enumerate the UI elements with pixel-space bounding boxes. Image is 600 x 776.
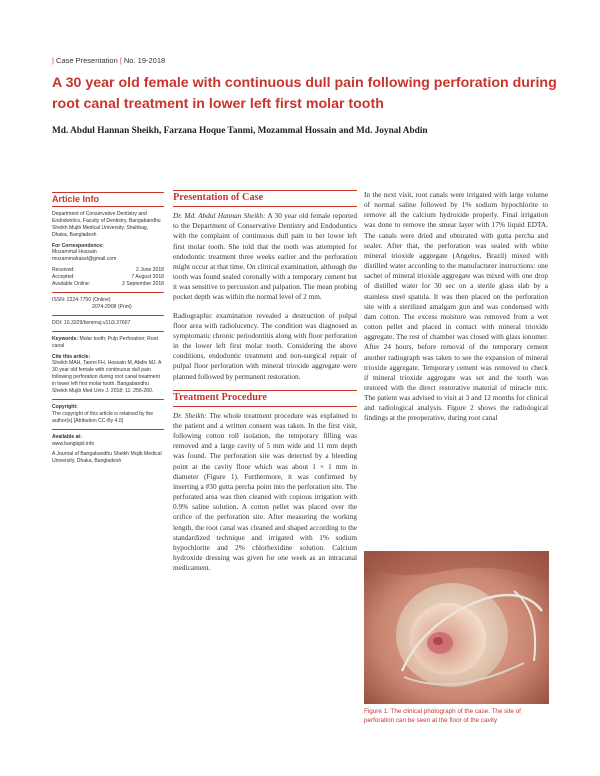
date-row xyxy=(52,274,164,281)
date-label: Accepted: xyxy=(52,274,75,281)
citation-text: Sheikh MAH, Tanmi FH, Hossain M, Abdin MJ. A 30 year old female with continuous dull pain following perforation during root canal treatment in lower left first molar tooth. Bangabandhu Sheikh Mujib Med Univ J. 2018; 11: 256-260. xyxy=(52,360,162,395)
date-value: 2 September 2018 xyxy=(122,281,164,288)
citation-label: Cite this article: xyxy=(52,353,91,360)
keywords-text: Molar tooth; Pulp Perforation; Root canal xyxy=(52,335,158,349)
presentation-lead: Dr. Md. Abdul Hannan Sheikh: xyxy=(173,211,266,221)
section-separator-2: | xyxy=(119,56,122,65)
divider xyxy=(52,399,164,400)
treatment-paragraph xyxy=(173,411,357,574)
presentation-text: A 30 year old female reported to the Department of Conservative Dentistry and Endodontics with the complaint of continuous dull pain in her lower left first molar tooth. She told that the tooth was attempted for endodontic treatment three weeks earlier and the perforation might occur at that time. On clinical examination, although the tooth was found sealed coronally with a temporary cement but it was sensitive to percussion and palpation. The mean probing pocket depth was within the normal level of 2 mm. xyxy=(173,211,358,302)
copyright-text: The copyright of this article is retained by the author(s) [Atribution CC-By 4.0] xyxy=(52,410,154,424)
copyright xyxy=(52,404,164,425)
journal-note: A Journal of Bangabandhu Sheikh Mujib Medical University, Dhaka, Bangladesh xyxy=(52,451,162,465)
divider xyxy=(52,331,164,332)
article-title: A 30 year old female with continuous dull pain following perforation during root canal treatment in lower left first molar tooth xyxy=(52,75,557,112)
date-value: 7 August 2018 xyxy=(131,274,164,281)
author-list: Md. Abdul Hannan Sheikh, Farzana Hoque Tanmi, Mozammal Hossain and Md. Joynal Abdin xyxy=(52,126,428,136)
correspondence-label: For Correspondence: xyxy=(52,242,104,249)
presentation-paragraph-2: Radiographic examination revealed a destruction of pulpal floor area with radiolucency. The condition was diagnosed as symptomatic chronic periodontitis along with floor perforation in the lower left first molar tooth. Considering the above conditions, endodontic treatment and non-surgical repair of pulpal floor perforation with mineral trioxide aggregate were planned followed by permanent restoration. xyxy=(173,310,357,381)
divider xyxy=(52,429,164,430)
treatment-text: The whole treatment procedure was explained to the patient and a written consent was taken. In the first visit, following cotton roll isolation, the temporary filling was removed and a large cavity of 5 mm wide and 11 mm depth was found. The perforation site was detected by a bleeding point at the cavity floor which was about 1 × 1 mm in diameter (Figure 1). Furthermore, it was confirmed by inserting a #30 gutta percha point into the perforation site. The perforated area was then cleaned with copious irrigation with 0.9% saline solution. A cotton pellet was placed over the orifice of the perforation site. After measuring the working length, the root canal was cleaned and shaped according to the standardized technique and irrigated with 1% sodium hypochlorite and 2% chlorhexidine solution. Calcium hydroxide dressing was given for one week as an intracanal medicament. xyxy=(173,410,357,573)
continued-paragraph: In the next visit, root canals were irrigated with large volume of normal saline followed by 1% sodium hypochlorite to remove all the calcium hydroxide properly. Final irrigation was done to remove the smear layer with 17% liquid EDTA. The canals were dried and obturated with gutta percha and sealer. After that, the perforation was sealed with white mineral trioxide aggregate (Angelus, Brazil) mixed with distilled water according to the manufacturer instructions: one sachet of mineral trioxide aggregate was mixed with one drop of distilled water for 30 sec on a sterile glass slab by a stainless steel spatula. It was then placed on the perforation site with a sterilized amalgam gun and was condensed with dam cotton. The excess moisture was removed from a wet cotton pellet and placed in contact with mineral trioxide aggregate. The rest of chamber was closed with glass ionomer. After 24 hours, before removal of the temporary cement another radiograph was taken to see the expansion of mineral trioxide aggregate. Temporary cement was removed to check if mineral trioxide aggregate was set and the tooth was restored with the direct restorative material of miracle mix. The patient was advised to visit at 3 and 12 months for clinical and radiological analysis. Figure 2 shows the radiological findings at the preoperative, during root canal xyxy=(364,190,548,423)
available-link[interactable]: www.banglajol.info xyxy=(52,440,95,447)
affiliation: Department of Conservative Dentistry and Endodontics, Faculty of Dentistry, Bangabandhu Sheikh Mujib Medical University, Shahbag, Dhaka, Bangladesh xyxy=(52,210,161,238)
keywords xyxy=(52,336,164,350)
main-column-1 xyxy=(173,190,357,581)
correspondence-email[interactable]: mozammalrasel@gmail.com xyxy=(52,256,117,263)
issn-online: ISSN: 2224-7750 (Online) xyxy=(52,296,111,303)
figure-caption: Figure 1: The clinical photograph of the case. The site of perforation can be seen at the floor of the cavity xyxy=(364,708,521,724)
keywords-label: Keywords: xyxy=(52,335,79,342)
article-info-sidebar xyxy=(52,192,164,469)
article-number: No. 19-2018 xyxy=(123,56,166,65)
presentation-paragraph xyxy=(173,211,357,302)
divider xyxy=(52,315,164,316)
issn-print: 2074-2908 (Print) xyxy=(92,303,132,310)
section-type: Case Presentation xyxy=(56,56,118,65)
issn xyxy=(52,297,164,311)
section-separator: | xyxy=(52,56,54,65)
copyright-label: Copyright: xyxy=(52,403,78,410)
availability xyxy=(52,434,164,448)
article-dates xyxy=(52,267,164,288)
section-label xyxy=(52,56,165,65)
article-info-heading: Article Info xyxy=(52,192,164,207)
date-row xyxy=(52,281,164,288)
date-label: Available Online: xyxy=(52,281,91,288)
main-column-2 xyxy=(364,190,548,432)
correspondence-name: Mozammal Hossain xyxy=(52,249,97,256)
citation xyxy=(52,354,164,395)
doi[interactable]: DOI: 10.3329/bsmmuj.v11i3.37607 xyxy=(52,319,131,326)
correspondence xyxy=(52,243,164,264)
treatment-heading: Treatment Procedure xyxy=(173,390,357,407)
clinical-photograph xyxy=(364,551,549,704)
tooth-cavity-image xyxy=(364,551,549,704)
divider xyxy=(52,292,164,293)
date-row xyxy=(52,267,164,274)
available-label: Available at: xyxy=(52,433,82,440)
presentation-heading: Presentation of Case xyxy=(173,190,357,207)
date-value: 2 June 2018 xyxy=(135,267,164,274)
treatment-lead: Dr. Sheikh: xyxy=(173,410,207,420)
date-label: Received: xyxy=(52,267,75,274)
